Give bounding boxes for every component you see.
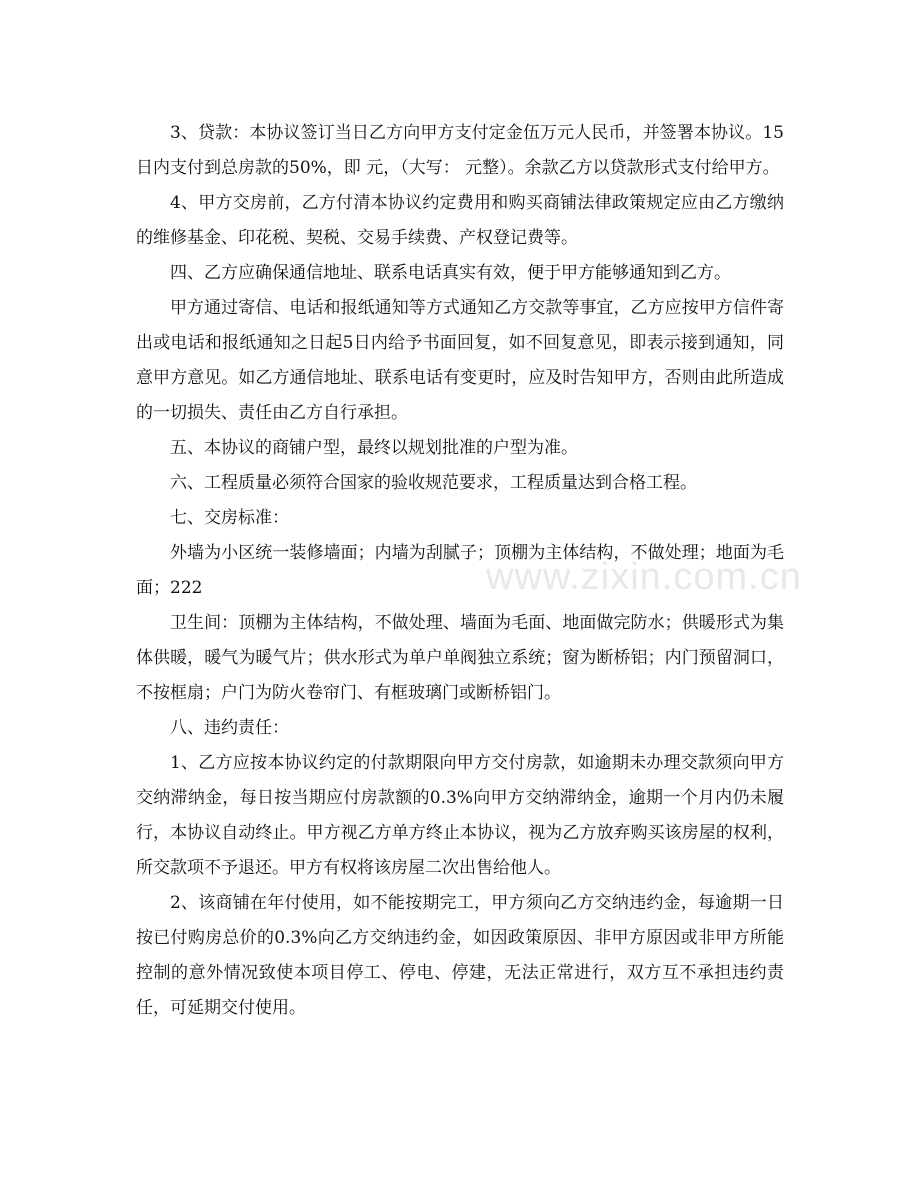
paragraph-late-delivery: 2、该商铺在年付使用，如不能按期完工，甲方须向乙方交纳违约金，每逾期一日按已付购房总价的0.3%向乙方交纳违约金，如因政策原因、非甲方原因或非甲方所能控制的意外情况致使本项目停工、停电、停建，无法正常进行，双方互不承担违约责任，可延期交付使用。 [136,893,784,1018]
paragraph-fees: 4、甲方交房前，乙方付清本协议约定费用和购买商铺法律政策规定应由乙方缴纳的维修基金、印花税、契税、交易手续费、产权登记费等。 [136,193,784,248]
watermark: www.zixin.com.cn [486,556,802,598]
paragraph-notification: 甲方通过寄信、电话和报纸通知等方式通知乙方交款等事宜，乙方应按甲方信件寄出或电话和报纸通知之日起5日内给予书面回复，如不回复意见，即表示接到通知，同意甲方意见。如乙方通信地址、联系电话有变更时，应及时告知甲方，否则由此所造成的一切损失、责任由乙方自行承担。 [136,298,784,423]
paragraph-bathroom: 卫生间：顶棚为主体结构，不做处理、墙面为毛面、地面做完防水；供暖形式为集体供暖，暖气为暖气片；供水形式为单户单阀独立系统；窗为断桥铝；内门预留洞口，不按框扇；户门为防火卷帘门、有框玻璃门或断桥铝门。 [136,613,784,703]
document-body [136,116,784,1026]
paragraph-loan: 3、贷款：本协议签订当日乙方向甲方支付定金伍万元人民币，并签署本协议。15日内支付到总房款的50%，即 元，（大写： 元整）。余款乙方以贷款形式支付给甲方。 [136,123,784,178]
paragraph-unit-type: 五、本协议的商铺户型，最终以规划批准的户型为准。 [170,438,578,458]
paragraph-delivery-standard-heading: 七、交房标准： [170,508,289,528]
paragraph-walls: 外墙为小区统一装修墙面；内墙为刮腻子；顶棚为主体结构，不做处理；地面为毛面；222 [136,543,784,598]
paragraph-breach-heading: 八、违约责任： [170,718,289,738]
paragraph-contact-info: 四、乙方应确保通信地址、联系电话真实有效，便于甲方能够通知到乙方。 [170,263,731,283]
paragraph-late-payment: 1、乙方应按本协议约定的付款期限向甲方交付房款，如逾期未办理交款须向甲方交纳滞纳金，每日按当期应付房款额的0.3%向甲方交纳滞纳金，逾期一个月内仍未履行，本协议自动终止。甲方视乙方单方终止本协议，视为乙方放弃购买该房屋的权利，所交款项不予退还。甲方有权将该房屋二次出售给他人。 [136,753,784,878]
paragraph-quality: 六、工程质量必须符合国家的验收规范要求，工程质量达到合格工程。 [170,473,697,493]
